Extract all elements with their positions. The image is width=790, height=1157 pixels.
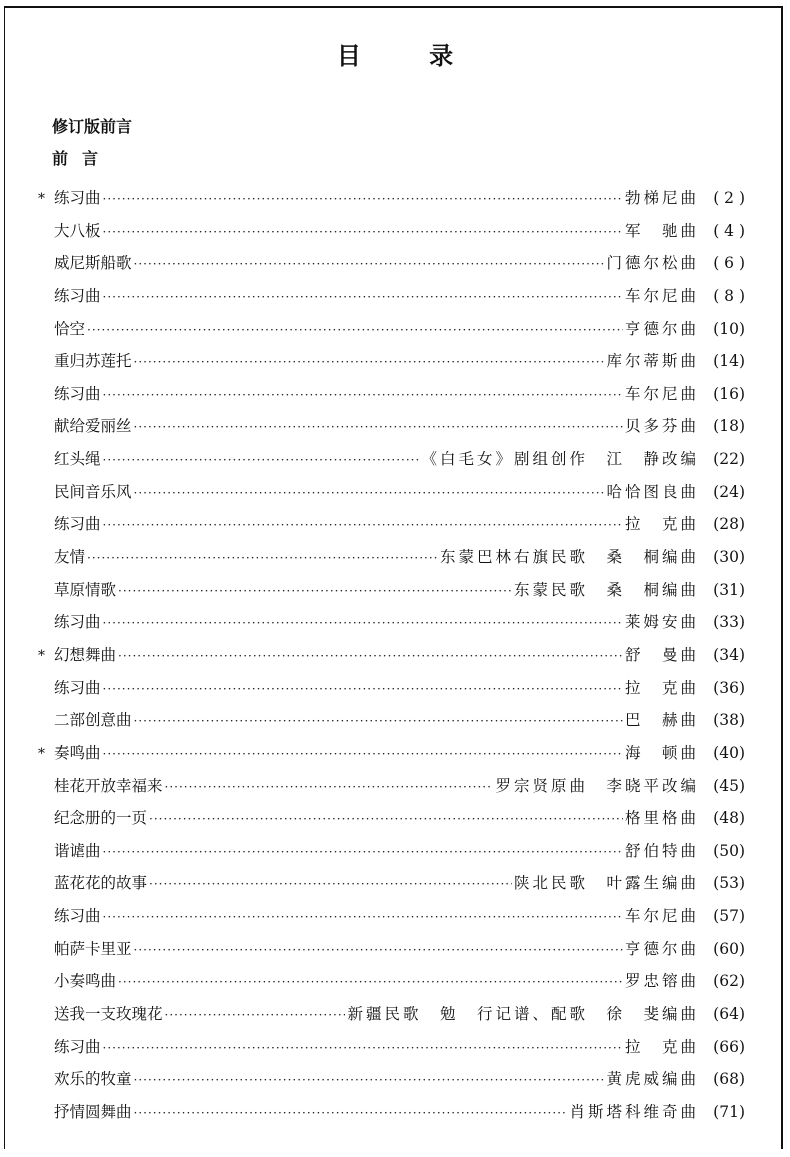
dot-leader [118, 975, 623, 989]
entry-author: 贝多芬曲 [624, 417, 699, 436]
dot-leader [165, 1008, 346, 1022]
toc-entry[interactable] [38, 512, 745, 545]
toc-entry[interactable] [38, 317, 745, 350]
entry-title: 大八板 [54, 221, 101, 240]
entry-author: 新疆民歌 勉 行记谱、配歌 徐 斐编曲 [347, 1005, 699, 1024]
entry-page-number: (68) [713, 1070, 745, 1089]
entry-page-number: (18) [713, 417, 745, 436]
entry-title: 纪念册的一页 [54, 809, 148, 828]
entry-page-number: (33) [713, 613, 745, 632]
entry-page-number: (36) [713, 678, 745, 697]
toc-entry[interactable] [38, 708, 745, 741]
toc-entry[interactable] [38, 219, 745, 252]
entry-title: 练习曲 [54, 189, 101, 207]
entry-author: 车尔尼曲 [624, 384, 699, 403]
entry-author: 巴 赫曲 [624, 711, 699, 730]
entry-title: 二部创意曲 [54, 711, 132, 730]
entry-author: 罗忠镕曲 [624, 972, 699, 991]
entry-author: 陕北民歌 叶露生编曲 [513, 874, 699, 893]
entry-page-number: (62) [713, 972, 745, 991]
star-marker: * [38, 745, 45, 762]
toc-entry[interactable] [38, 349, 745, 382]
entry-title: 幻想舞曲 [54, 645, 117, 664]
entry-author: 东蒙民歌 桑 桐编曲 [513, 580, 699, 599]
star-marker: * [38, 647, 45, 664]
entry-page-number: (66) [713, 1037, 745, 1056]
dot-leader [87, 323, 623, 337]
entry-title: 练习曲 [54, 613, 101, 632]
entry-page-number: (31) [713, 580, 745, 599]
toc-list [38, 186, 745, 1133]
toc-entry[interactable] [38, 741, 745, 774]
page-title: 目 录 [336, 42, 484, 70]
entry-page-number: (10) [713, 319, 745, 338]
dot-leader [103, 388, 623, 402]
toc-entry[interactable] [38, 1067, 745, 1100]
entry-author: 舒伯特曲 [624, 841, 699, 860]
entry-author: 库尔蒂斯曲 [606, 352, 699, 371]
dot-leader [118, 649, 623, 663]
toc-entry[interactable] [38, 414, 745, 447]
dot-leader [165, 780, 494, 794]
entry-page-number: (30) [713, 548, 745, 567]
entry-page-number: (50) [713, 841, 745, 860]
dot-leader [118, 584, 512, 598]
entry-page-number: (40) [713, 743, 745, 762]
entry-author: 《白毛女》剧组创作 江 静改编 [421, 450, 699, 469]
entry-page-number: (28) [713, 515, 745, 534]
dot-leader [134, 257, 605, 271]
entry-author: 车尔尼曲 [624, 286, 699, 305]
dot-leader [103, 682, 623, 696]
entry-author: 哈恰图良曲 [606, 482, 699, 501]
dot-leader [103, 1041, 623, 1055]
entry-page-number: (48) [713, 809, 745, 828]
entry-page-number: (34) [713, 645, 745, 664]
toc-entry[interactable] [38, 251, 745, 284]
toc-entry[interactable] [38, 186, 745, 219]
entry-page-number: (71) [713, 1102, 745, 1121]
entry-title: 送我一支玫瑰花 [54, 1005, 163, 1024]
toc-entry[interactable] [38, 382, 745, 415]
entry-page-number: ( 6 ) [713, 254, 745, 273]
toc-entry[interactable] [38, 578, 745, 611]
dot-leader [134, 1106, 568, 1120]
entry-author: 亨德尔曲 [624, 939, 699, 958]
entry-title: 练习曲 [54, 678, 101, 697]
entry-page-number: ( 8 ) [713, 286, 745, 305]
toc-entry[interactable] [38, 969, 745, 1002]
entry-author: 门德尔松曲 [606, 254, 699, 273]
entry-author: 格里格曲 [624, 809, 699, 828]
entry-author: 罗宗贤原曲 李晓平改编 [495, 776, 699, 795]
entry-author: 拉 克曲 [624, 515, 699, 534]
entry-title: 民间音乐风 [54, 482, 132, 501]
entry-page-number: (57) [713, 907, 745, 926]
entry-title: 桂花开放幸福来 [54, 776, 163, 795]
dot-leader [103, 910, 623, 924]
entry-title: 威尼斯船歌 [54, 254, 132, 273]
entry-page-number: (22) [713, 450, 745, 469]
entry-title: 小奏鸣曲 [54, 972, 117, 991]
dot-leader [134, 714, 623, 728]
toc-entry[interactable] [38, 904, 745, 937]
entry-page-number: (64) [713, 1005, 745, 1024]
dot-leader [134, 1073, 605, 1087]
entry-title: 红头绳 [54, 450, 101, 469]
entry-title: 友情 [54, 548, 86, 567]
dot-leader [134, 486, 605, 500]
toc-entry[interactable] [38, 1002, 745, 1035]
dot-leader [103, 453, 420, 467]
entry-title: 草原情歌 [54, 580, 117, 599]
toc-entry[interactable] [38, 643, 745, 676]
entry-title: 练习曲 [54, 286, 101, 305]
entry-title: 抒情圆舞曲 [54, 1102, 132, 1121]
entry-title: 帕萨卡里亚 [54, 939, 132, 958]
entry-author: 莱姆安曲 [624, 613, 699, 632]
dot-leader [134, 420, 623, 434]
toc-entry[interactable] [38, 480, 745, 513]
entry-page-number: (45) [713, 776, 745, 795]
toc-preface[interactable]: 前言 [52, 149, 113, 168]
dot-leader [103, 225, 623, 239]
entry-author: 车尔尼曲 [624, 907, 699, 926]
entry-title: 奏鸣曲 [54, 743, 101, 762]
entry-title: 蓝花花的故事 [54, 874, 148, 893]
toc-entry[interactable] [38, 1100, 745, 1133]
entry-page-number: (38) [713, 711, 745, 730]
dot-leader [103, 747, 623, 761]
entry-page-number: (24) [713, 482, 745, 501]
toc-entry[interactable] [38, 284, 745, 317]
entry-page-number: ( 4 ) [713, 221, 745, 240]
toc-entry[interactable] [38, 545, 745, 578]
toc-entry[interactable] [38, 806, 745, 839]
entry-author: 舒 曼曲 [624, 645, 699, 664]
toc-entry[interactable] [38, 1035, 745, 1068]
entry-author: 海 顿曲 [624, 743, 699, 762]
entry-page-number: (16) [713, 384, 745, 403]
entry-page-number: ( 2 ) [713, 189, 745, 207]
entry-author: 亨德尔曲 [624, 319, 699, 338]
toc-revised-preface[interactable]: 修订版前言 [52, 117, 133, 136]
toc-entry[interactable] [38, 937, 745, 970]
entry-author: 拉 克曲 [624, 678, 699, 697]
entry-title: 谐谑曲 [54, 841, 101, 860]
toc-entry[interactable] [38, 871, 745, 904]
toc-entry[interactable] [38, 610, 745, 643]
entry-title: 恰空 [54, 319, 86, 338]
entry-author: 拉 克曲 [624, 1037, 699, 1056]
entry-title: 重归苏莲托 [54, 352, 132, 371]
entry-title: 献给爱丽丝 [54, 417, 132, 436]
entry-title: 练习曲 [54, 1037, 101, 1056]
entry-title: 练习曲 [54, 384, 101, 403]
dot-leader [103, 845, 623, 859]
dot-leader [87, 551, 438, 565]
entry-page-number: (14) [713, 352, 745, 371]
entry-author: 勃梯尼曲 [624, 189, 699, 207]
toc-entry[interactable] [38, 447, 745, 480]
entry-page-number: (60) [713, 939, 745, 958]
dot-leader [134, 355, 605, 369]
entry-title: 练习曲 [54, 907, 101, 926]
dot-leader [103, 192, 623, 206]
entry-title: 欢乐的牧童 [54, 1070, 132, 1089]
entry-author: 东蒙巴林右旗民歌 桑 桐编曲 [439, 548, 699, 567]
entry-author: 肖斯塔科维奇曲 [569, 1102, 699, 1121]
toc-entry[interactable] [38, 676, 745, 709]
entry-title: 练习曲 [54, 515, 101, 534]
dot-leader [149, 877, 512, 891]
dot-leader [103, 290, 623, 304]
dot-leader [149, 812, 623, 826]
dot-leader [103, 616, 623, 630]
entry-page-number: (53) [713, 874, 745, 893]
dot-leader [134, 943, 623, 957]
toc-entry[interactable] [38, 774, 745, 807]
dot-leader [103, 518, 623, 532]
entry-author: 军 驰曲 [624, 221, 699, 240]
star-marker: * [38, 191, 45, 207]
entry-author: 黄虎威编曲 [606, 1070, 699, 1089]
toc-entry[interactable] [38, 839, 745, 872]
